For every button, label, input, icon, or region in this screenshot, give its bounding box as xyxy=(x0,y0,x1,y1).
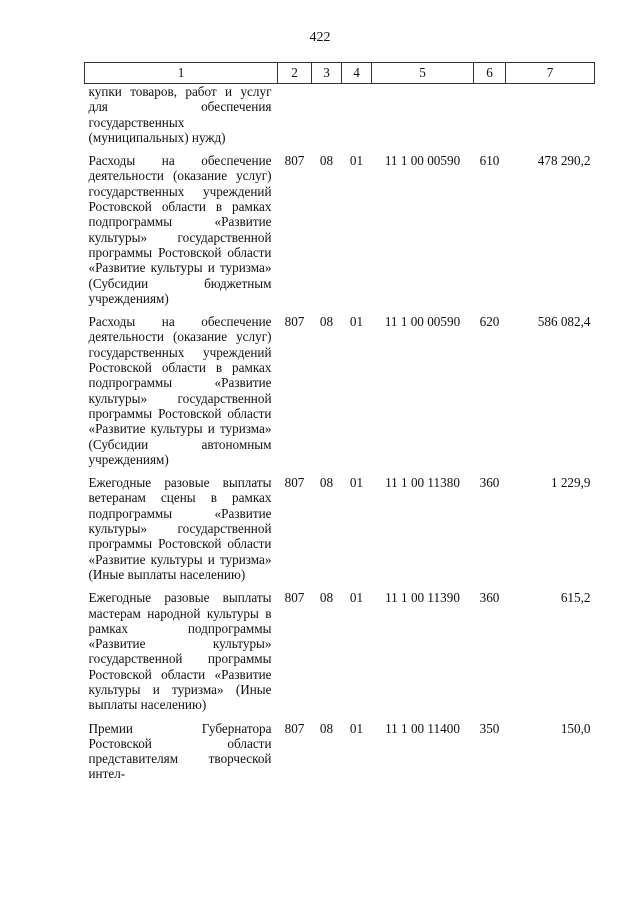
header-col-5: 5 xyxy=(372,63,474,84)
header-col-7: 7 xyxy=(506,63,595,84)
row-description: Ежегодные разовые выплаты ветеранам сцены в рамках подпрограммы «Развитие культуры» государственной программы Ростовской области «Развитие культуры и туризма» (Иные выплаты населению) xyxy=(88,475,272,582)
row-description: Ежегодные разовые выплаты мастерам народной культуры в рамках подпрограммы «Развитие культуры» государственной программы Ростовской области «Развитие культуры и туризма» (Иные выплаты населению) xyxy=(88,590,272,713)
row-expense-type: 610 xyxy=(479,153,500,169)
row-ministry-code: 807 xyxy=(284,475,305,491)
table-row xyxy=(85,586,595,716)
row-subsection-code: 01 xyxy=(349,720,364,736)
table-body xyxy=(85,84,595,786)
row-ministry-code: 807 xyxy=(284,314,305,330)
table-header xyxy=(85,63,595,84)
table-row xyxy=(85,149,595,310)
row-amount: 586 082,4 xyxy=(537,314,591,330)
row-ministry-code: 807 xyxy=(284,720,305,736)
row-expense-type: 620 xyxy=(479,314,500,330)
row-subsection-code: 01 xyxy=(349,590,364,606)
row-expense-type: 360 xyxy=(479,475,500,491)
row-amount: 150,0 xyxy=(560,720,591,736)
row-section-code: 08 xyxy=(319,314,334,330)
row-ministry-code: 807 xyxy=(284,153,305,169)
row-subsection-code: 01 xyxy=(349,153,364,169)
page-number: 422 xyxy=(309,30,331,45)
table-row xyxy=(85,717,595,786)
budget-table xyxy=(84,62,595,786)
table-row xyxy=(85,310,595,471)
header-col-6: 6 xyxy=(474,63,506,84)
row-target-code: 11 1 00 00590 xyxy=(384,314,461,330)
header-col-2: 2 xyxy=(278,63,312,84)
table-row xyxy=(85,471,595,586)
row-description: Расходы на обеспечение деятельности (оказание услуг) государственных учреждений Ростовской области в рамках подпрограммы «Развитие культуры» государственной программы Ростовской области «Развитие культуры и туризма» (Субсидии автономным учреждениям) xyxy=(88,314,272,467)
row-expense-type: 350 xyxy=(479,720,500,736)
row-amount: 615,2 xyxy=(560,590,591,606)
header-col-3: 3 xyxy=(312,63,342,84)
continuation-text: купки товаров, работ и услуг для обеспечения государственных (муниципальных) нужд) xyxy=(88,84,272,145)
header-row xyxy=(85,63,595,84)
row-expense-type: 360 xyxy=(479,590,500,606)
row-ministry-code: 807 xyxy=(284,590,305,606)
row-target-code: 11 1 00 11400 xyxy=(385,720,460,736)
row-section-code: 08 xyxy=(319,153,334,169)
row-section-code: 08 xyxy=(319,475,334,491)
row-amount: 1 229,9 xyxy=(550,475,591,491)
row-subsection-code: 01 xyxy=(349,475,364,491)
header-col-4: 4 xyxy=(342,63,372,84)
continuation-row xyxy=(85,84,595,150)
row-description: Премии Губернатора Ростовской области представителям творческой интел- xyxy=(88,720,272,782)
row-subsection-code: 01 xyxy=(349,314,364,330)
row-target-code: 11 1 00 11390 xyxy=(385,590,460,606)
header-col-1: 1 xyxy=(85,63,278,84)
row-section-code: 08 xyxy=(319,720,334,736)
row-section-code: 08 xyxy=(319,590,334,606)
row-target-code: 11 1 00 00590 xyxy=(384,153,461,169)
row-amount: 478 290,2 xyxy=(537,153,591,169)
row-target-code: 11 1 00 11380 xyxy=(385,475,460,491)
row-description: Расходы на обеспечение деятельности (оказание услуг) государственных учреждений Ростовской области в рамках подпрограммы «Развитие культуры» государственной программы Ростовской области «Развитие культуры и туризма» (Субсидии бюджетным учреждениям) xyxy=(88,153,272,306)
